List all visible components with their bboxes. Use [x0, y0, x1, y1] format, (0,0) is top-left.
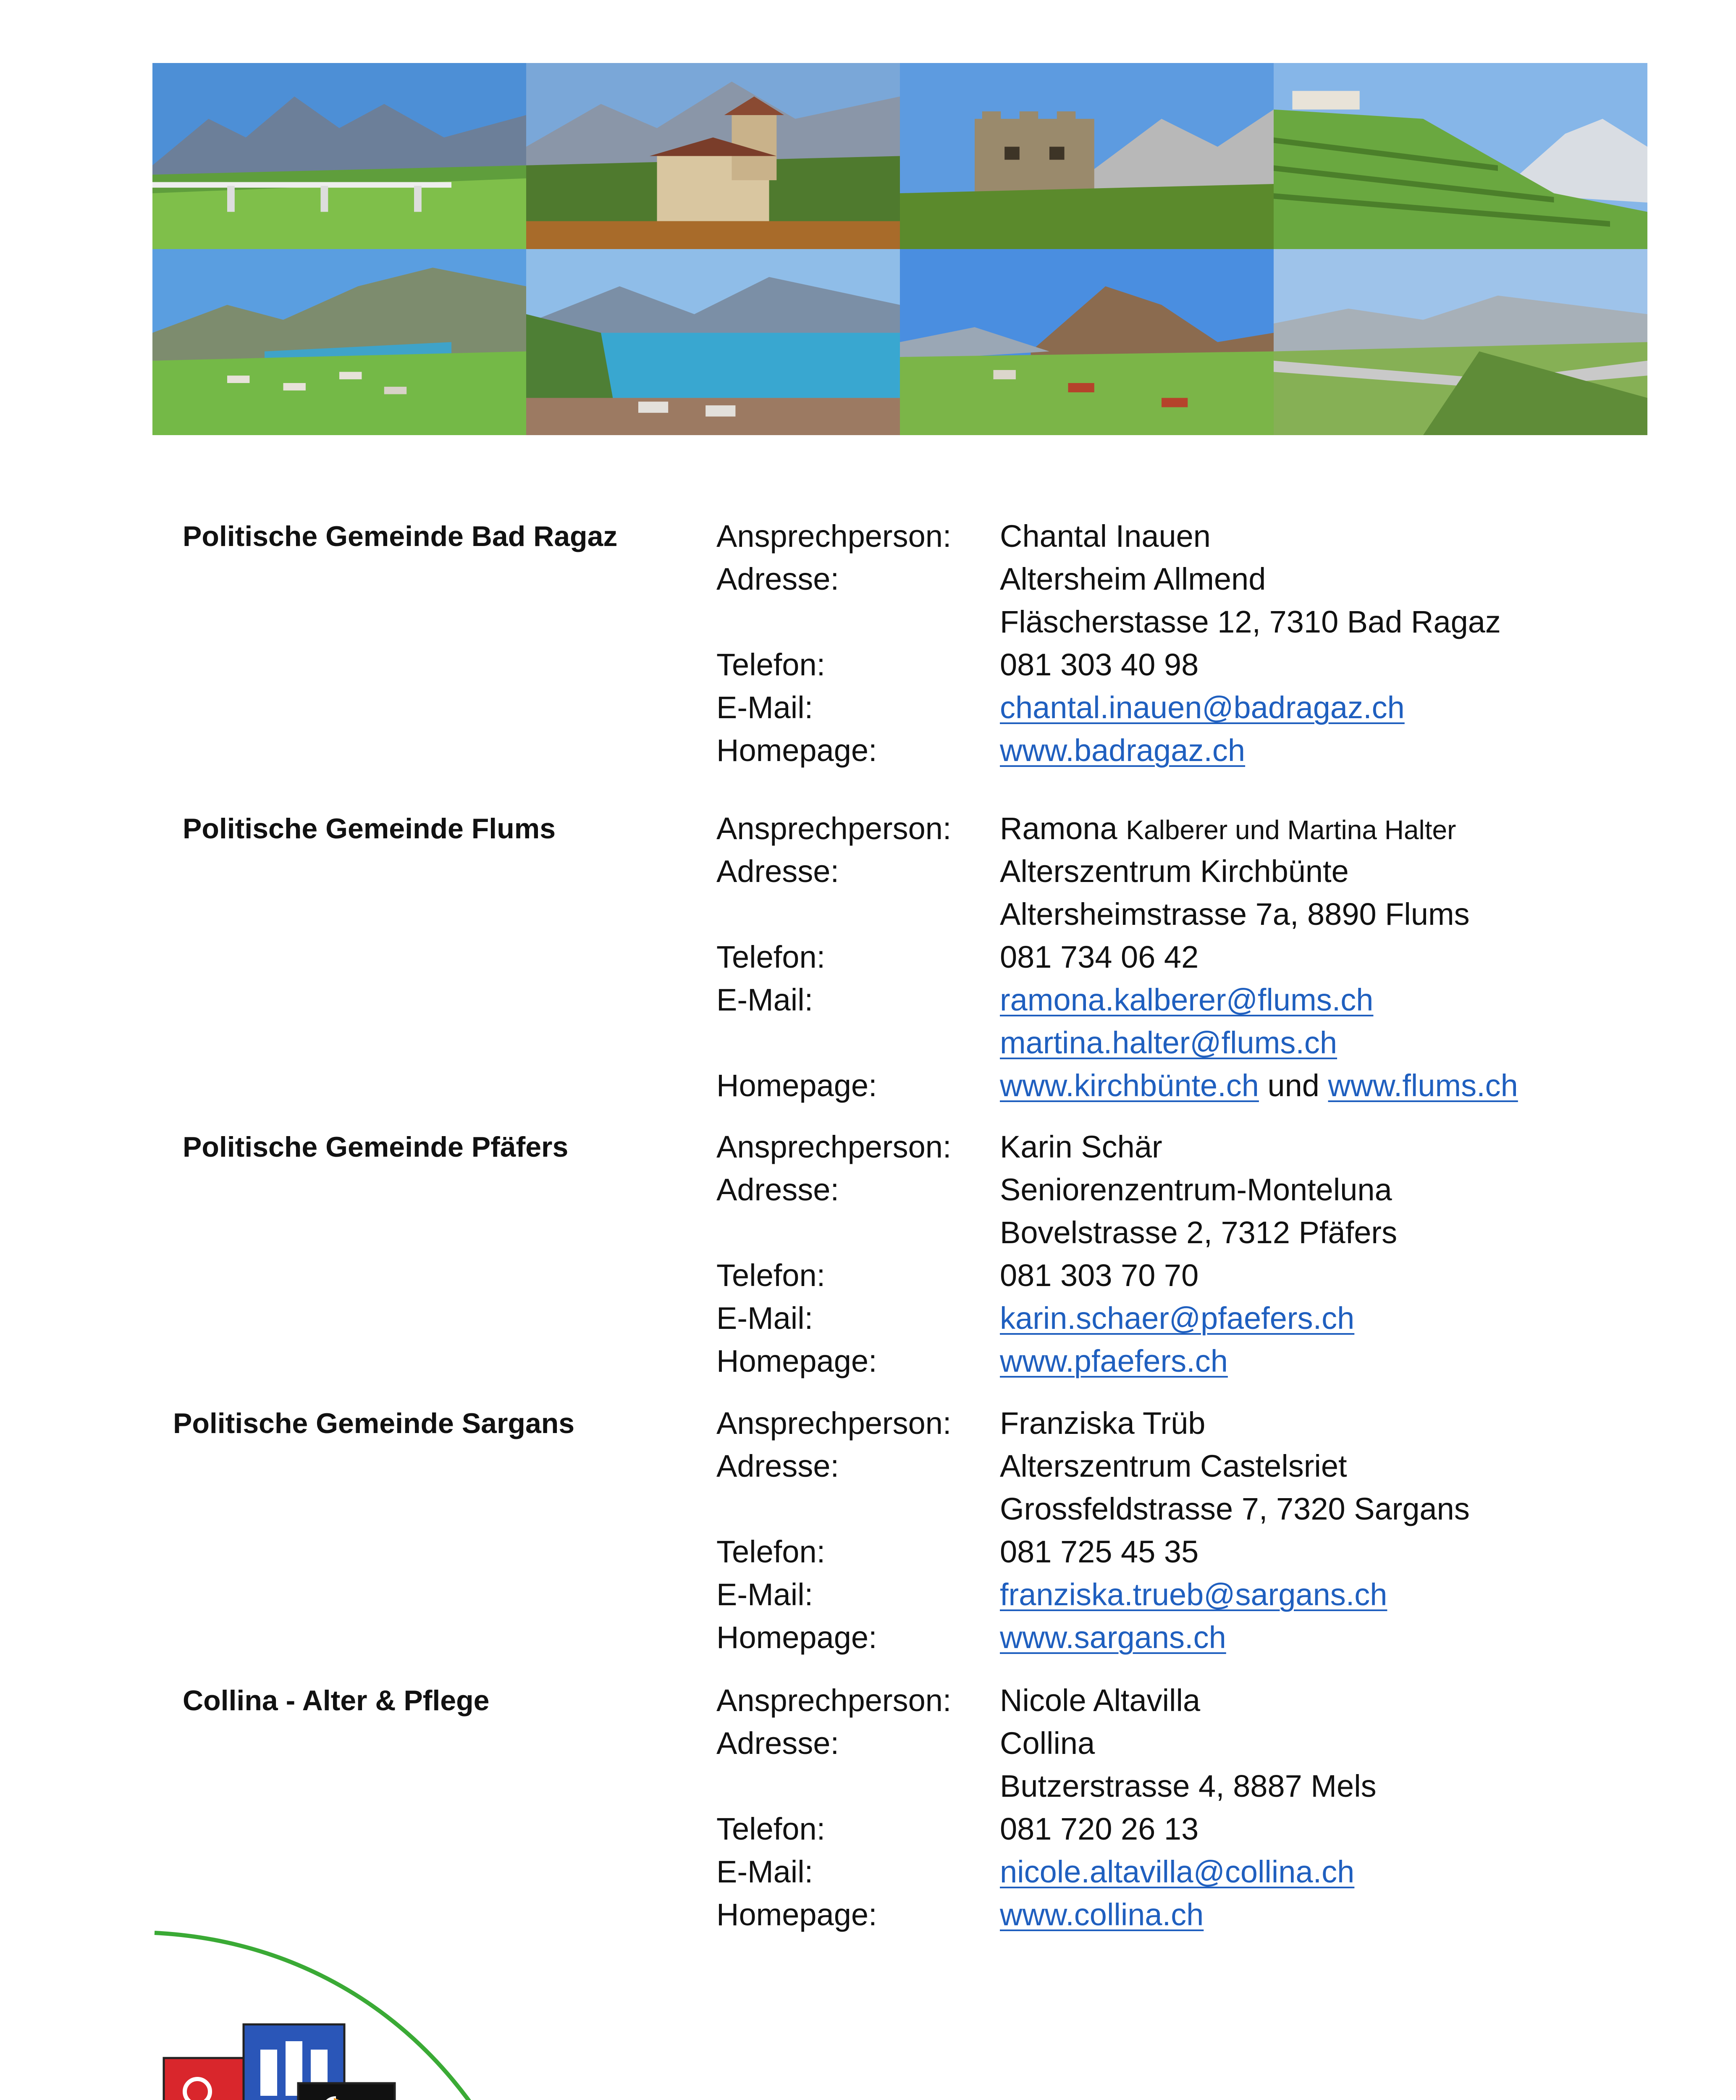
address-line-2: Bovelstrasse 2, 7312 Pfäfers	[1000, 1215, 1398, 1250]
address-line-1: Altersheim Allmend	[1000, 562, 1266, 596]
crest-red-crozier	[164, 2058, 244, 2100]
photo-lake-walensee	[526, 249, 900, 435]
homepage-label: Homepage:	[716, 1897, 877, 1932]
photo-castle-sargans	[526, 63, 900, 249]
homepage-link[interactable]: www.collina.ch	[1000, 1897, 1204, 1932]
photo-village-mountains	[900, 249, 1274, 435]
homepage-label: Homepage:	[716, 1344, 877, 1378]
homepage-join: und	[1267, 1068, 1319, 1103]
contact-person: Franziska Trüb	[1000, 1406, 1206, 1441]
homepage-link[interactable]: www.kirchbünte.ch	[1000, 1068, 1259, 1103]
phone-number: 081 734 06 42	[1000, 940, 1199, 974]
address-label: Adresse:	[716, 1449, 839, 1483]
photo-castle-ruin	[900, 63, 1274, 249]
email-label: E-Mail:	[716, 1854, 813, 1889]
org-name: Politische Gemeinde Bad Ragaz	[183, 520, 618, 552]
address-line-2: Altersheimstrasse 7a, 8890 Flums	[1000, 897, 1470, 932]
address-line-2: Fläscherstasse 12, 7310 Bad Ragaz	[1000, 604, 1501, 639]
photo-valley-bridge	[152, 63, 526, 249]
homepage-link[interactable]: www.pfaefers.ch	[1000, 1344, 1228, 1378]
address-line-1: Seniorenzentrum-Monteluna	[1000, 1172, 1392, 1207]
org-name: Politische Gemeinde Flums	[183, 813, 556, 845]
address-line-1: Alterszentrum Castelsriet	[1000, 1449, 1347, 1483]
phone-label: Telefon:	[716, 1258, 826, 1293]
photo-vineyard-hill	[1274, 63, 1647, 249]
org-name: Politische Gemeinde Sargans	[173, 1407, 575, 1439]
phone-number: 081 725 45 35	[1000, 1534, 1199, 1569]
phone-label: Telefon:	[716, 1534, 826, 1569]
phone-number: 081 303 40 98	[1000, 647, 1199, 682]
email-link-2[interactable]: martina.halter@flums.ch	[1000, 1025, 1337, 1060]
homepage-links	[1000, 1064, 1518, 1107]
contact-label: Ansprechperson:	[716, 1683, 952, 1718]
address-label: Adresse:	[716, 1172, 839, 1207]
phone-label: Telefon:	[716, 1811, 826, 1846]
crest-black-swan	[298, 2083, 395, 2100]
homepage-label: Homepage:	[716, 1068, 877, 1103]
email-link[interactable]: ramona.kalberer@flums.ch	[1000, 982, 1374, 1017]
homepage-link-2[interactable]: www.flums.ch	[1328, 1068, 1518, 1103]
contact-label: Ansprechperson:	[716, 1129, 952, 1164]
photo-rhine-valley	[1274, 249, 1647, 435]
address-label: Adresse:	[716, 854, 839, 889]
homepage-link[interactable]: www.sargans.ch	[1000, 1620, 1226, 1655]
contact-person: Nicole Altavilla	[1000, 1683, 1201, 1718]
address-label: Adresse:	[716, 1726, 839, 1761]
email-link[interactable]: nicole.altavilla@collina.ch	[1000, 1854, 1355, 1889]
contact-label: Ansprechperson:	[716, 811, 952, 846]
address-line-1: Collina	[1000, 1726, 1095, 1761]
contact-person: Karin Schär	[1000, 1129, 1162, 1164]
email-link[interactable]: chantal.inauen@badragaz.ch	[1000, 690, 1405, 725]
photo-lake-walensee-village	[152, 249, 526, 435]
phone-number: 081 720 26 13	[1000, 1811, 1199, 1846]
address-line-2: Butzerstrasse 4, 8887 Mels	[1000, 1769, 1377, 1803]
address-label: Adresse:	[716, 562, 839, 596]
homepage-label: Homepage:	[716, 1620, 877, 1655]
municipal-crests-logo	[160, 2016, 504, 2100]
email-link[interactable]: karin.schaer@pfaefers.ch	[1000, 1301, 1355, 1336]
address-line-2: Grossfeldstrasse 7, 7320 Sargans	[1000, 1491, 1470, 1526]
phone-label: Telefon:	[716, 647, 826, 682]
contact-label: Ansprechperson:	[716, 519, 952, 554]
email-link[interactable]: franziska.trueb@sargans.ch	[1000, 1577, 1387, 1612]
email-label: E-Mail:	[716, 1577, 813, 1612]
email-label: E-Mail:	[716, 690, 813, 725]
email-label: E-Mail:	[716, 1301, 813, 1336]
contact-first-name: Ramona	[1000, 811, 1117, 846]
homepage-label: Homepage:	[716, 733, 877, 768]
email-label: E-Mail:	[716, 982, 813, 1017]
contact-person: Chantal Inauen	[1000, 519, 1211, 554]
phone-label: Telefon:	[716, 940, 826, 974]
contact-label: Ansprechperson:	[716, 1406, 952, 1441]
address-line-1: Alterszentrum Kirchbünte	[1000, 854, 1349, 889]
contact-rest: Kalberer und Martina Halter	[1126, 815, 1456, 845]
contact-person	[1000, 807, 1456, 851]
org-name: Politische Gemeinde Pfäfers	[183, 1131, 569, 1163]
phone-number: 081 303 70 70	[1000, 1258, 1199, 1293]
homepage-link[interactable]: www.badragaz.ch	[1000, 733, 1246, 768]
org-name: Collina - Alter & Pflege	[183, 1685, 490, 1717]
photo-banner	[152, 63, 1647, 435]
